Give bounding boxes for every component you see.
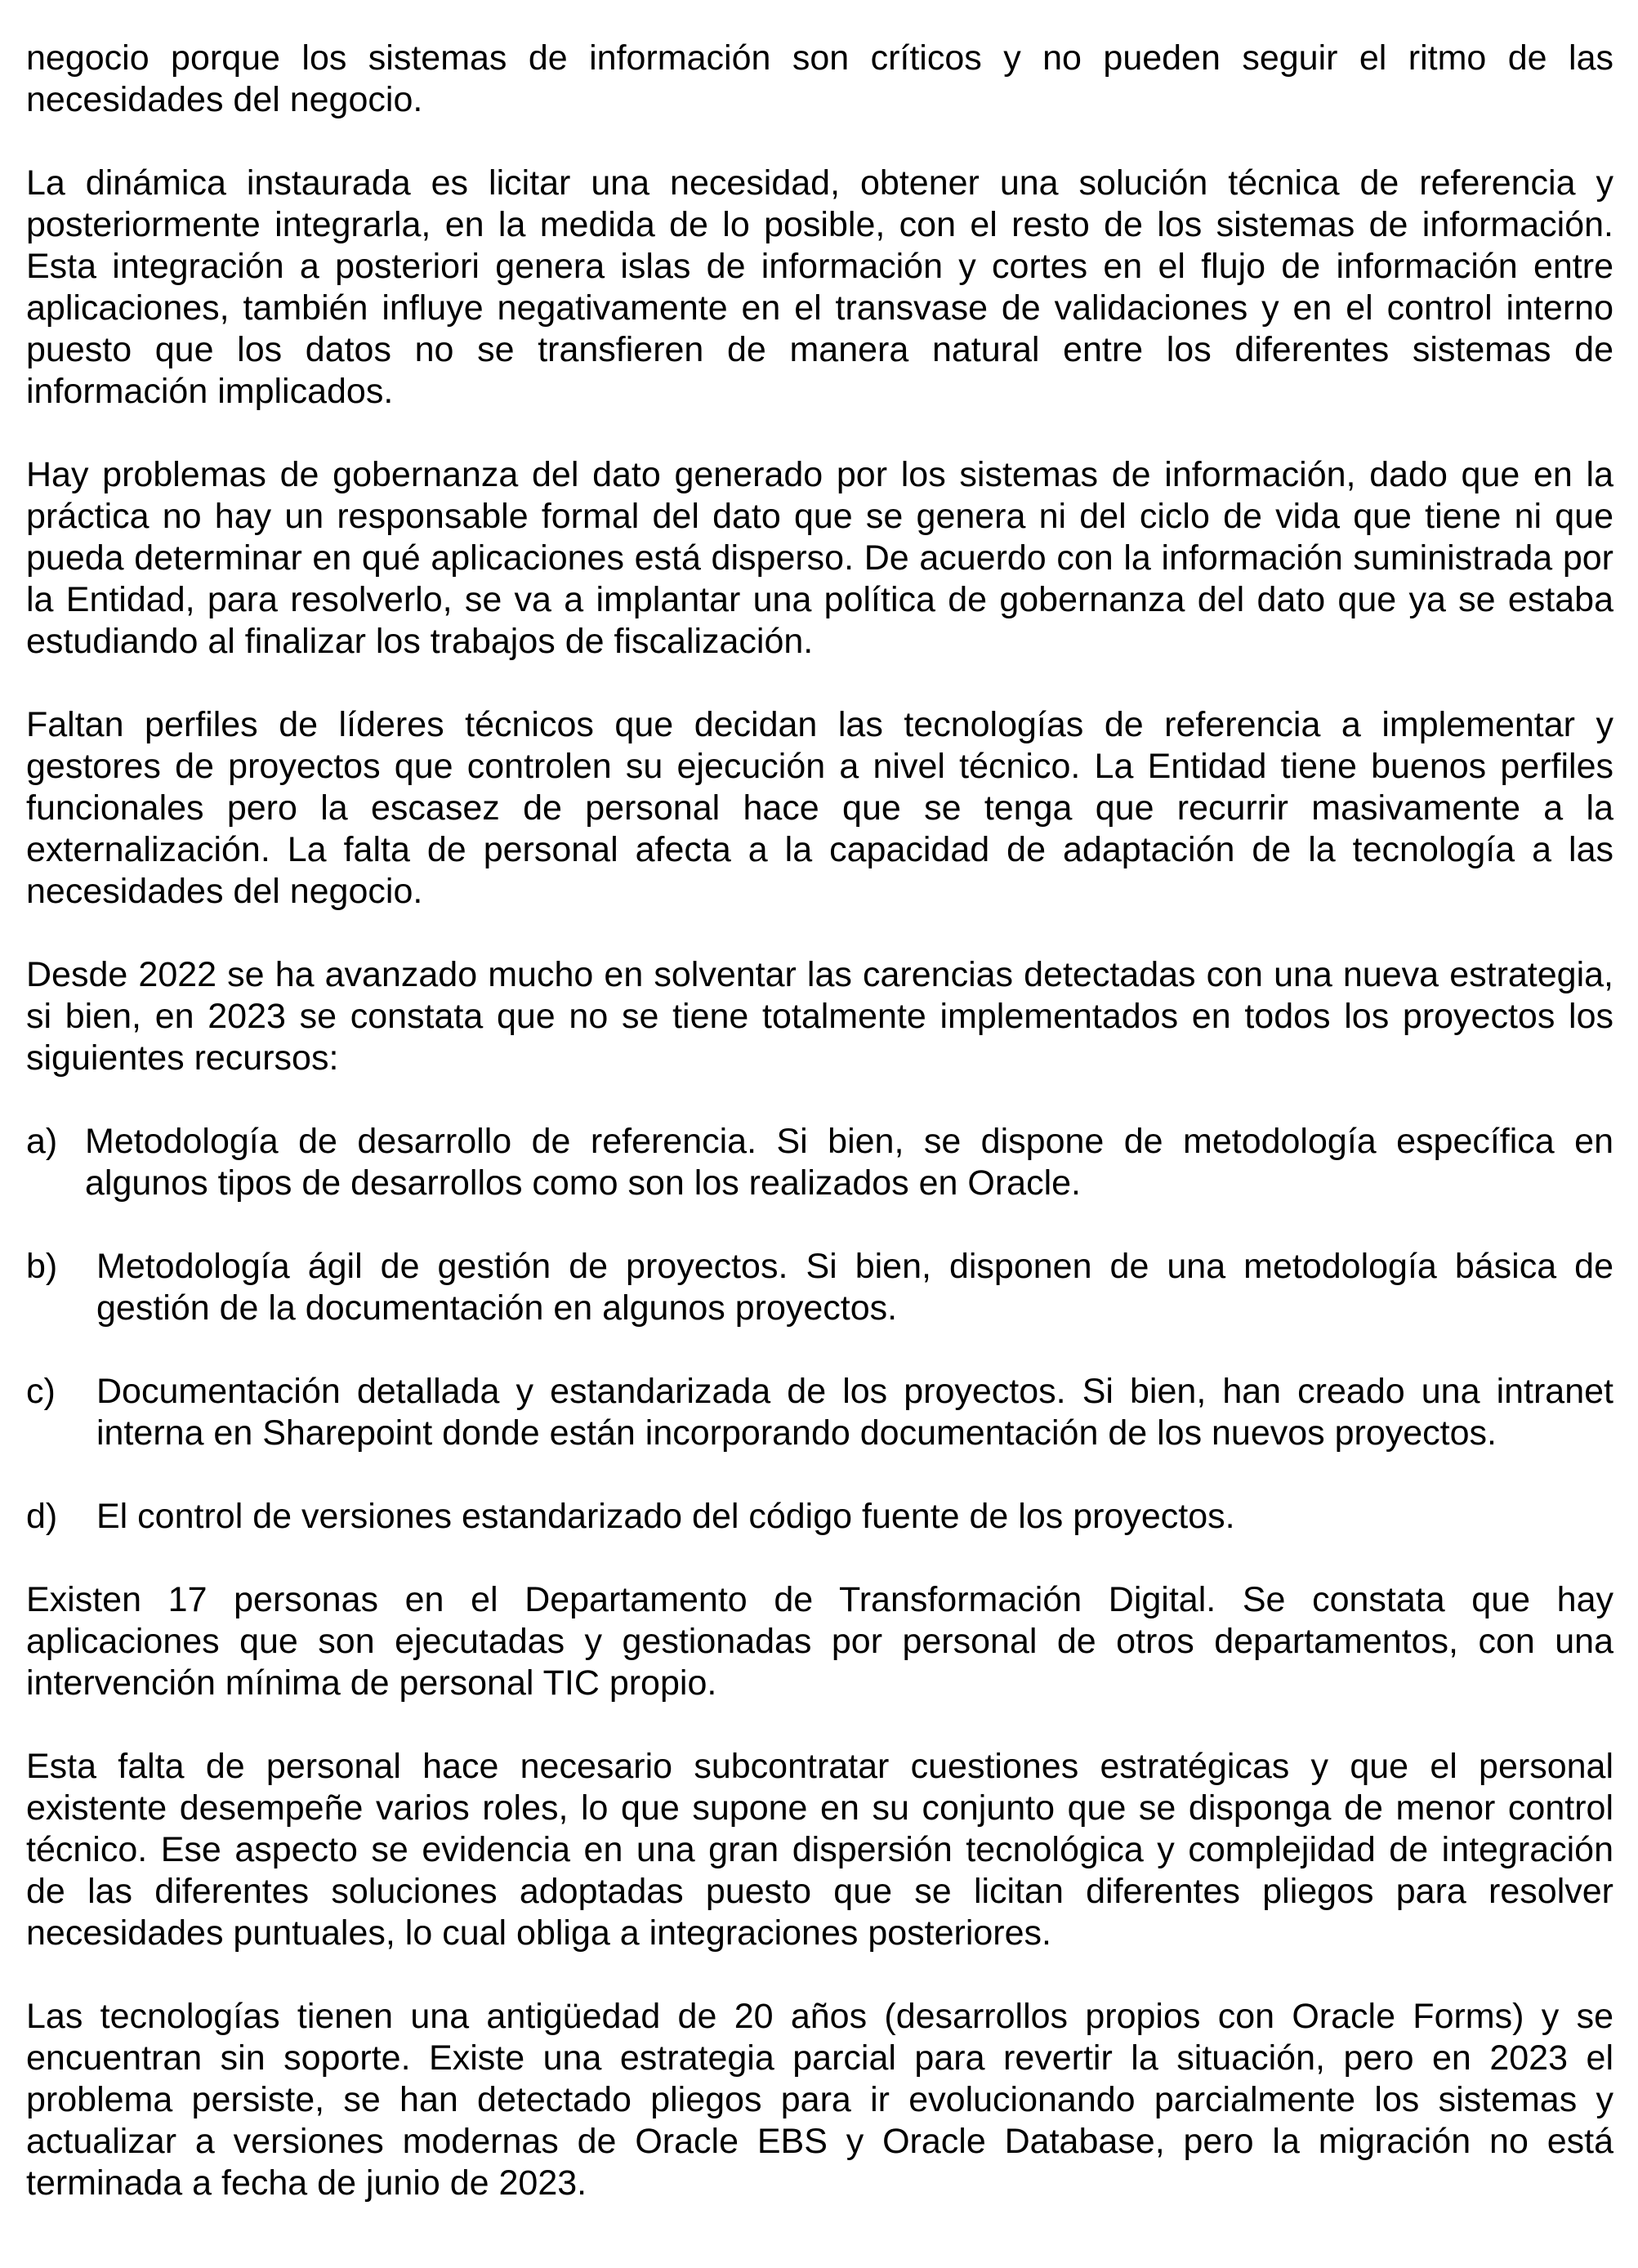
list-item-text: Documentación detallada y estandarizada de los proyectos. Si bien, han creado una intranet interna en Sharepoint donde están incorporando documentación de los nuevos proyectos. bbox=[96, 1372, 1613, 1453]
list-marker: d) bbox=[26, 1497, 58, 1536]
list-marker: c) bbox=[26, 1372, 56, 1411]
list-item-c bbox=[26, 1371, 1613, 1454]
list-item-a bbox=[26, 1121, 1613, 1204]
list-marker: a) bbox=[26, 1122, 58, 1161]
list-item-d bbox=[26, 1496, 1613, 1538]
paragraph-dinamica: La dinámica instaurada es licitar una necesidad, obtener una solución técnica de referencia y posteriormente integrarla, en la medida de lo posible, con el resto de los sistemas de información. Esta integración a posteriori genera islas de información y cortes en el flujo de información entre aplicaciones, también influye negativamente en el transvase de validaciones y en el control interno puesto que los datos no se transfieren de manera natural entre los diferentes sistemas de información implicados. bbox=[26, 163, 1613, 411]
paragraph-subcontratar: Esta falta de personal hace necesario subcontratar cuestiones estratégicas y que el personal existente desempeñe varios roles, lo que supone en su conjunto que se disponga de menor control técnico. Ese aspecto se evidencia en una gran dispersión tecnológica y complejidad de integración de las diferentes soluciones adoptadas puesto que se licitan diferentes pliegos para resolver necesidades puntuales, lo cual obliga a integraciones posteriores. bbox=[26, 1747, 1613, 1953]
paragraph-perfiles: Faltan perfiles de líderes técnicos que decidan las tecnologías de referencia a implementar y gestores de proyectos que controlen su ejecución a nivel técnico. La Entidad tiene buenos perfiles funcionales pero la escasez de personal hace que se tenga que recurrir masivamente a la externalización. La falta de personal afecta a la capacidad de adaptación de la tecnología a las necesidades del negocio. bbox=[26, 705, 1613, 911]
paragraph-personal: Existen 17 personas en el Departamento de Transformación Digital. Se constata que hay aplicaciones que son ejecutadas y gestionadas por personal de otros departamentos, con una intervención mínima de personal TIC propio. bbox=[26, 1580, 1613, 1703]
paragraph-estrategia: Desde 2022 se ha avanzado mucho en solventar las carencias detectadas con una nueva estrategia, si bien, en 2023 se constata que no se tiene totalmente implementados en todos los proyectos los siguientes recursos: bbox=[26, 955, 1613, 1078]
list-item-text: Metodología de desarrollo de referencia. Si bien, se dispone de metodología específica en algunos tipos de desarrollos como son los realizados en Oracle. bbox=[85, 1122, 1613, 1203]
list-marker: b) bbox=[26, 1247, 58, 1286]
list-item-text: El control de versiones estandarizado del código fuente de los proyectos. bbox=[96, 1497, 1235, 1536]
list-item-text: Metodología ágil de gestión de proyectos. Si bien, disponen de una metodología básica de gestión de la documentación en algunos proyectos. bbox=[96, 1247, 1613, 1328]
paragraph-gobernanza: Hay problemas de gobernanza del dato generado por los sistemas de información, dado que en la práctica no hay un responsable formal del dato que se genera ni del ciclo de vida que tiene ni que pueda determinar en qué aplicaciones está disperso. De acuerdo con la información suministrada por la Entidad, para resolverlo, se va a implantar una política de gobernanza del dato que ya se estaba estudiando al finalizar los trabajos de fiscalización. bbox=[26, 455, 1613, 661]
paragraph-tecnologias: Las tecnologías tienen una antigüedad de 20 años (desarrollos propios con Oracle Forms) y se encuentran sin soporte. Existe una estrategia parcial para revertir la situación, pero en 2023 el problema persiste, se han detectado pliegos para ir evolucionando parcialmente los sistemas y actualizar a versiones modernas de Oracle EBS y Oracle Database, pero la migración no está terminada a fecha de junio de 2023. bbox=[26, 1997, 1613, 2203]
paragraph-negocio: negocio porque los sistemas de información son críticos y no pueden seguir el ritmo de las necesidades del negocio. bbox=[26, 38, 1613, 119]
list-item-b bbox=[26, 1246, 1613, 1329]
